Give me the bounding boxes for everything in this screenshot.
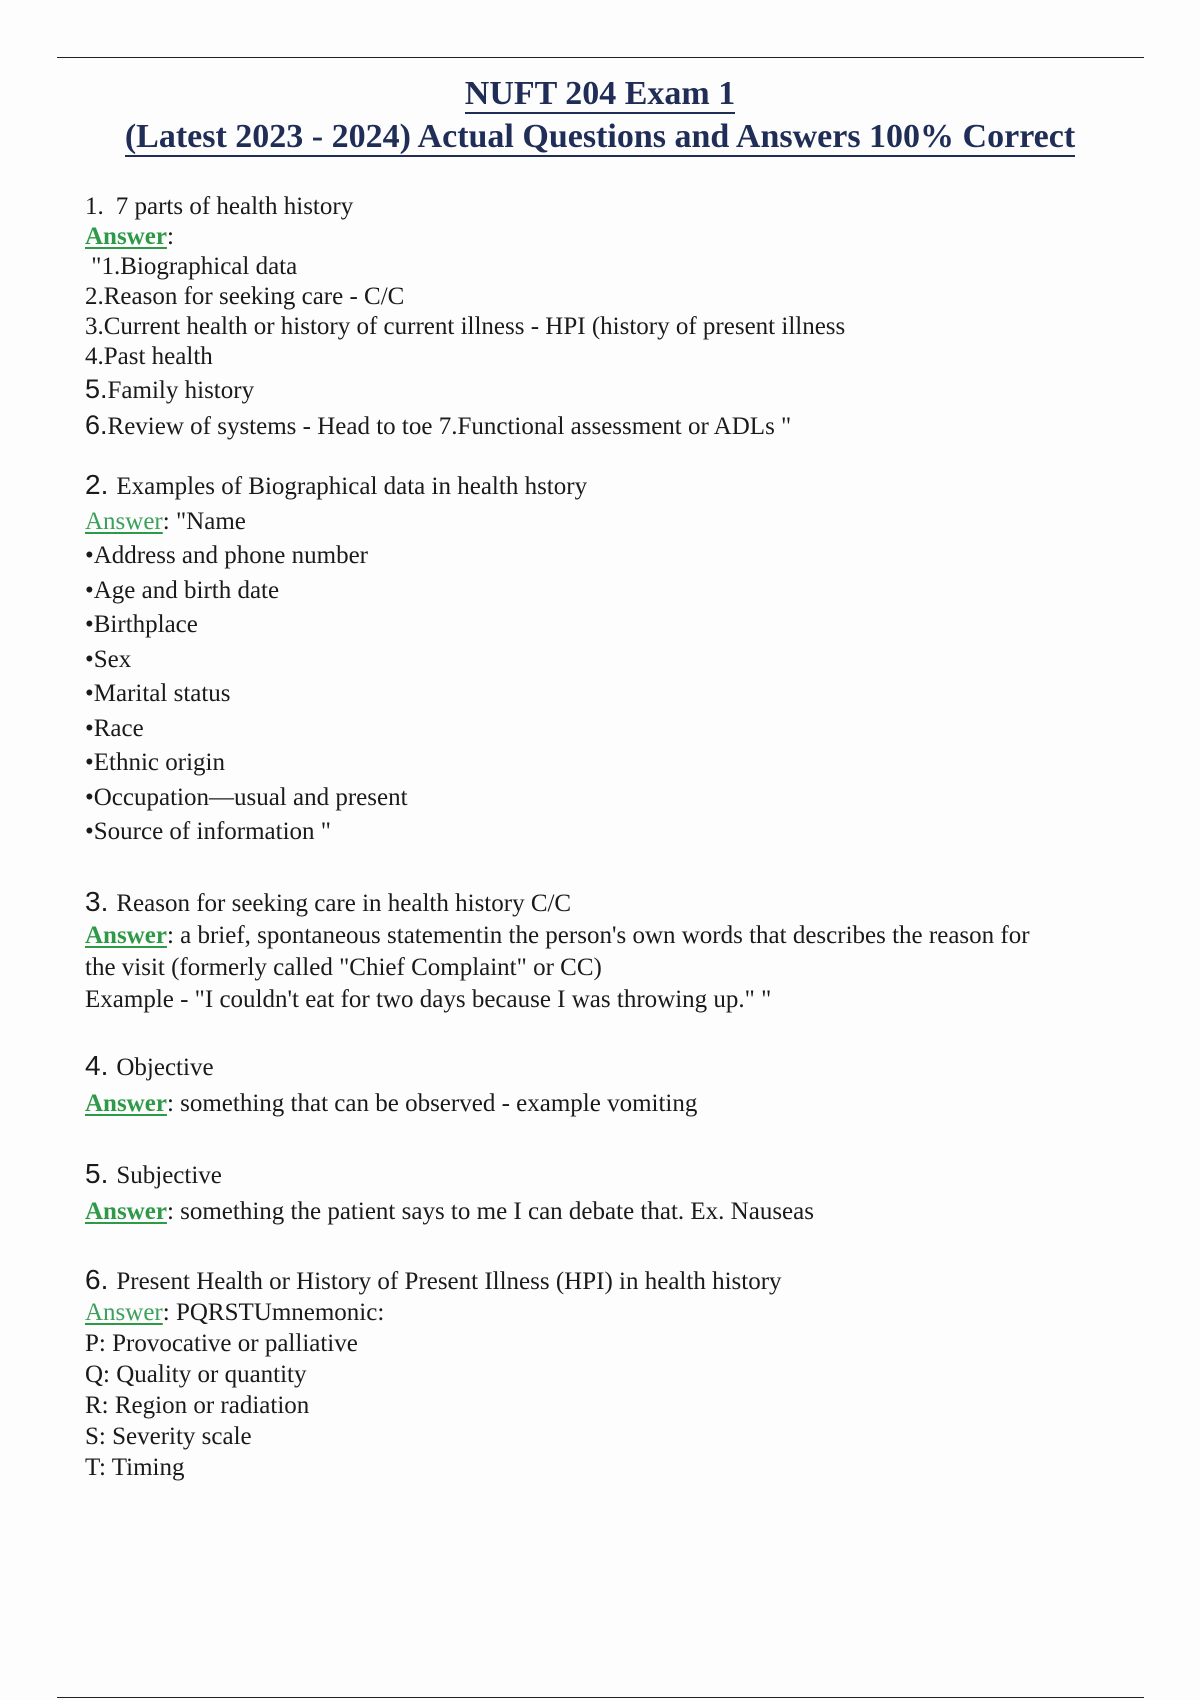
top-rule: [57, 57, 1144, 58]
question-2: [85, 468, 1150, 850]
question-3-line: [85, 886, 1150, 920]
title-text-1: NUFT 204 Exam 1: [464, 75, 736, 112]
answer-text: : "Name: [162, 507, 246, 535]
answer-label: Answer: [85, 921, 167, 949]
title-text-2: (Latest 2023 - 2024) Actual Questions and Answers 100% Correct: [124, 118, 1076, 155]
question-text: 7 parts of health history: [115, 193, 354, 220]
answer-text: : something the patient says to me I can debate that. Ex. Nauseas: [166, 1197, 814, 1225]
answer-line: [85, 222, 1150, 252]
document-title: [0, 72, 1200, 158]
answer-text-line: 2.Reason for seeking care - C/C: [85, 283, 405, 310]
bullet-item: •Marital status: [85, 680, 231, 707]
bullet-item: •Ethnic origin: [85, 749, 225, 776]
question-4-line: [85, 1048, 1150, 1086]
question-5: [85, 1156, 1150, 1230]
bullet-item: •Occupation—usual and present: [85, 783, 408, 811]
question-text: Objective: [116, 1053, 214, 1081]
list-text: Family history: [107, 377, 255, 404]
list-number: 6.: [85, 410, 108, 440]
question-number: 5.: [85, 1157, 109, 1189]
list-text: Review of systems - Head to toe 7.Functional assessment or ADLs ": [107, 413, 792, 440]
question-text: Reason for seeking care in health history C/C: [116, 889, 572, 917]
answer-text-line: [85, 410, 1150, 442]
bullet-item: •Sex: [85, 645, 132, 673]
question-3: [85, 886, 1150, 1016]
answer-text-line: P: Provocative or palliative: [85, 1329, 358, 1357]
answer-text-line: "1.Biographical data: [85, 253, 298, 280]
answer-text-line: Q: Quality or quantity: [85, 1360, 307, 1388]
question-text: Examples of Biographical data in health hstory: [116, 473, 588, 500]
answer-line: [85, 1297, 1150, 1328]
answer-label: Answer: [85, 1089, 167, 1117]
question-number: 4.: [85, 1049, 109, 1081]
answer-line: [85, 505, 1150, 540]
answer-label: Answer: [85, 1197, 167, 1225]
question-1-line: [85, 192, 1150, 222]
answer-text: : a brief, spontaneous statementin the person's own words that describes the reason for: [166, 921, 1030, 949]
question-number: 1.: [85, 193, 104, 220]
bullet-item: •Address and phone number: [85, 542, 368, 569]
answer-text-line: the visit (formerly called "Chief Complaint" or CC): [85, 953, 602, 981]
question-number: 6.: [85, 1263, 109, 1295]
answer-line: [85, 920, 1150, 952]
question-number: 3.: [85, 885, 109, 917]
question-text: Subjective: [116, 1161, 222, 1189]
question-1: [85, 192, 1150, 442]
bullet-item: •Birthplace: [85, 611, 198, 638]
question-4: [85, 1048, 1150, 1122]
bottom-rule: [57, 1697, 1144, 1698]
answer-text: : PQRSTUmnemonic:: [162, 1298, 385, 1326]
title-line-1: [0, 72, 1200, 115]
answer-line: [85, 1194, 1150, 1230]
answer-colon: :: [166, 223, 174, 250]
document-body: [85, 192, 1150, 1483]
bullet-item: •Age and birth date: [85, 576, 280, 604]
title-line-2: [0, 115, 1200, 158]
answer-label: Answer: [85, 223, 167, 250]
question-5-line: [85, 1156, 1150, 1194]
answer-text-line: [85, 374, 1150, 406]
answer-label: Answer: [85, 507, 163, 535]
question-6-line: [85, 1264, 1150, 1297]
answer-label: Answer: [85, 1298, 163, 1326]
bullet-item: •Source of information ": [85, 818, 331, 845]
answer-text-line: R: Region or radiation: [85, 1391, 310, 1419]
answer-text-line: 3.Current health or history of current illness - HPI (history of present illness: [85, 313, 846, 340]
question-text: Present Health or History of Present Illness (HPI) in health history: [116, 1267, 782, 1295]
answer-text-line: 4.Past health: [85, 343, 213, 370]
answer-text: : something that can be observed - example vomiting: [166, 1089, 698, 1117]
answer-text-line: S: Severity scale: [85, 1422, 252, 1450]
list-number: 5.: [85, 374, 108, 404]
question-number: 2.: [85, 469, 109, 500]
bullet-item: •Race: [85, 714, 144, 742]
answer-line: [85, 1086, 1150, 1122]
answer-text-line: T: Timing: [85, 1453, 185, 1481]
answer-text-line: Example - "I couldn't eat for two days because I was throwing up." ": [85, 985, 772, 1013]
question-2-line: [85, 468, 1150, 505]
question-6: [85, 1264, 1150, 1483]
